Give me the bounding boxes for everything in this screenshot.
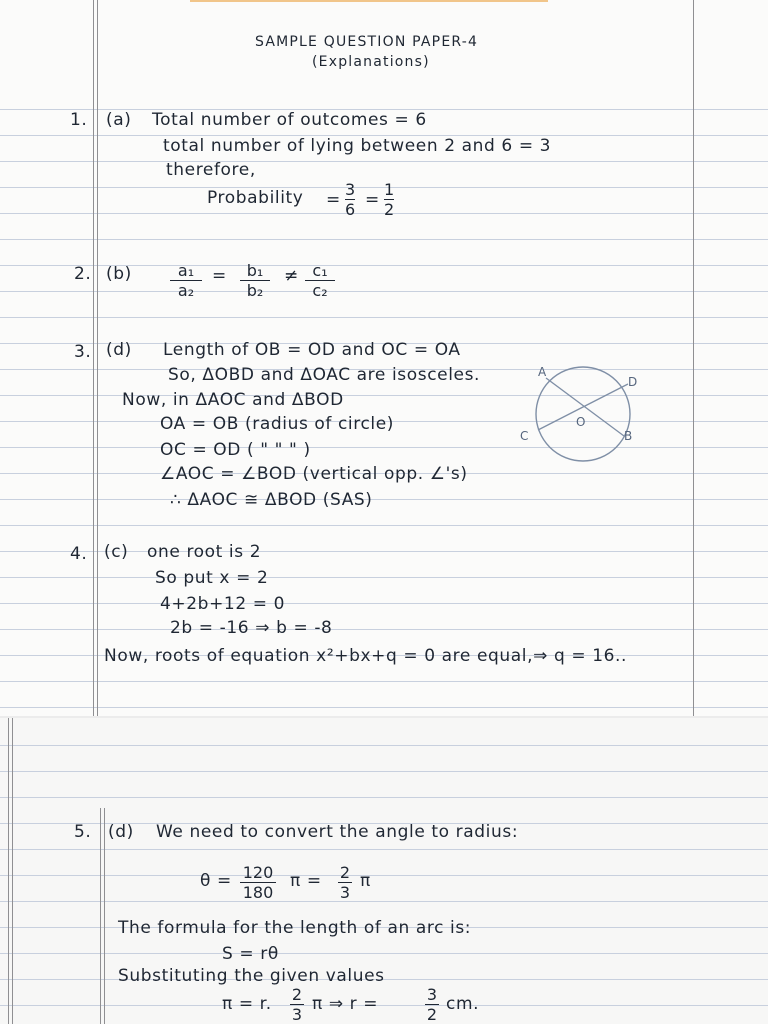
page2-left-edge-line [8,718,9,1024]
q1-equals-2: = [365,190,380,210]
q5-line5: Substituting the given values [118,966,385,986]
left-margin-line-inner [97,0,98,718]
page-title: SAMPLE QUESTION PAPER-4 [255,34,479,50]
q5-option: (d) [108,822,134,842]
q1-fraction-1 [345,181,355,218]
notebook-page-2 [0,718,768,1024]
q5-fraction-4 [425,986,439,1023]
q4-line5: Now, roots of equation x²+bx+q = 0 are equal,⇒ q = 16.. [104,646,628,666]
q4-line4: 2b = -16 ⇒ b = -8 [170,618,333,638]
page2-margin-line-inner [104,808,105,1024]
q5-fraction-2-den: 3 [339,883,351,902]
q3-line4: OA = OB (radius of circle) [160,414,395,434]
q2-number: 2. [74,264,92,284]
q3-line3: Now, in ΔAOC and ΔBOD [122,390,344,410]
q4-line2: So put x = 2 [155,568,269,588]
circle-diagram [510,358,660,468]
q2-fraction-c [305,262,335,299]
q3-line6: ∠AOC = ∠BOD (vertical opp. ∠'s) [160,464,468,484]
q2-fraction-b-num: b₁ [246,261,264,280]
q2-fraction-b-den: b₂ [246,281,264,300]
q5-theta: θ = [200,871,232,891]
q5-fraction-1-den: 180 [242,883,274,902]
q1-fraction-2 [384,181,394,218]
q1-line3: therefore, [166,160,256,180]
q1-fraction-1-num: 3 [345,180,356,199]
label-c: C [520,429,529,443]
q2-option: (b) [106,264,132,284]
q2-fraction-a [170,262,202,299]
q5-fraction-3-den: 3 [291,1005,303,1024]
label-o: O [576,415,586,429]
q1-fraction-2-num: 1 [384,180,395,199]
q5-fraction-3 [290,986,304,1023]
q2-equals: = [212,266,227,286]
q5-pi: π [360,871,371,891]
page2-left-edge-line-inner [12,718,13,1024]
q2-not-equal: ≠ [284,266,299,286]
q3-line1: Length of OB = OD and OC = OA [163,340,461,360]
q2-fraction-c-num: c₁ [312,261,328,280]
q4-option: (c) [104,542,129,562]
label-a: A [538,365,547,379]
q3-line5: OC = OD ( " " " ) [160,440,311,460]
q5-fraction-4-den: 2 [426,1005,438,1024]
q1-line1: Total number of outcomes = 6 [152,110,427,130]
q2-fraction-a-den: a₂ [177,281,195,300]
q5-fraction-1 [240,864,276,901]
q3-option: (d) [106,340,132,360]
q5-fraction-1-num: 120 [242,863,274,882]
q1-number: 1. [70,110,88,130]
page-subtitle: (Explanations) [312,54,430,70]
q3-number: 3. [74,342,92,362]
q3-line7: ∴ ΔAOC ≅ ΔBOD (SAS) [170,490,373,510]
q2-fraction-a-num: a₁ [177,261,195,280]
q2-fraction-b [240,262,270,299]
q5-pi-equals: π = [290,871,322,891]
q4-line3: 4+2b+12 = 0 [160,594,286,614]
q5-line6b: π ⇒ r = [312,994,379,1014]
q1-equals-1: = [326,190,341,210]
label-b: B [624,429,633,443]
q1-option: (a) [106,110,132,130]
q5-fraction-2-num: 2 [339,863,351,882]
q1-fraction-2-den: 2 [384,200,395,219]
q5-line6c: cm. [446,994,480,1014]
q1-probability-label: Probability [207,188,304,208]
q1-fraction-1-den: 6 [345,200,356,219]
q5-fraction-3-num: 2 [291,985,303,1004]
label-d: D [628,375,638,389]
q1-line2: total number of lying between 2 and 6 = 3 [163,136,552,156]
q5-line6a: π = r. [222,994,272,1014]
page2-margin-line [100,808,101,1024]
q5-number: 5. [74,822,92,842]
q5-line4: S = rθ [222,944,279,964]
q2-fraction-c-den: c₂ [312,281,328,300]
q4-line1: one root is 2 [147,542,262,562]
q5-fraction-2 [338,864,352,901]
q5-fraction-4-num: 3 [426,985,438,1004]
q3-line2: So, ΔOBD and ΔOAC are isosceles. [168,365,481,385]
left-margin-line [93,0,94,718]
q5-line3: The formula for the length of an arc is: [118,918,472,938]
right-margin-line [693,0,694,718]
q4-number: 4. [70,544,88,564]
q5-line1: We need to convert the angle to radius: [156,822,519,842]
